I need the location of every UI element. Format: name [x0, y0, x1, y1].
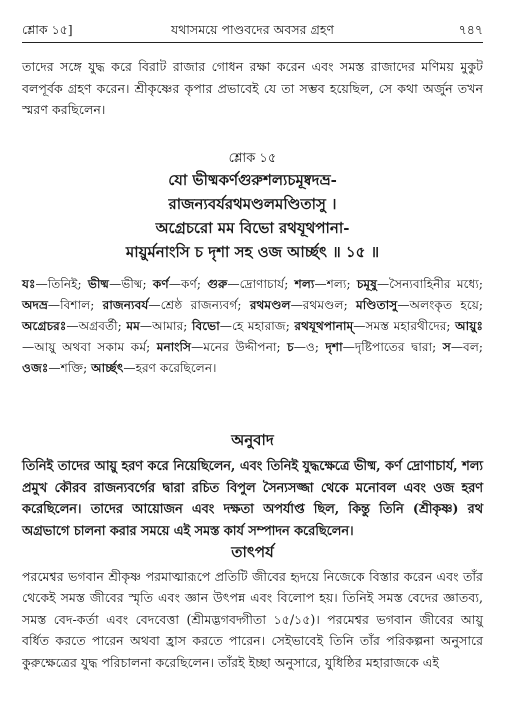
synonyms-paragraph — [22, 274, 483, 379]
synonym-word: মণ্ডিতাসু — [356, 298, 398, 312]
synonym-meaning: —রথমণ্ডল; — [290, 298, 357, 312]
synonym-word: অগ্রেচরঃ — [22, 319, 67, 333]
synonym-meaning: —কর্ণ; — [168, 277, 208, 291]
synonym-meaning: —শ্রেষ্ঠ রাজন্যবর্গ; — [148, 298, 250, 312]
synonym-word: রথযূথপানাম্ — [294, 319, 354, 333]
verse-label: শ্লোক ১৫ — [228, 151, 277, 166]
synonym-word: অদভ্র — [22, 298, 48, 312]
synonym-meaning: —সৈন্যবাহিনীর মধ্যে; — [376, 277, 484, 291]
header-verse-ref: শ্লোক ১৫] — [22, 22, 73, 37]
synonym-word: স — [442, 340, 451, 354]
synonym-meaning: —আমার; — [139, 319, 192, 333]
header-chapter-title: যথাসময়ে পাণ্ডবদের অবসর গ্রহণ — [171, 22, 334, 37]
verse-line: অগ্রেচরো মম বিভো রথযূথপানা- — [155, 219, 350, 237]
intro-paragraph: তাদের সঙ্গে যুদ্ধ করে বিরাট রাজার গোধন রক্ষা করেন এবং সমস্ত রাজাদের মণিময় মুকুট বলপূর্বক গ্রহণ করেন। শ্রীকৃষ্ণের কৃপার প্রভাবেই যে তা সম্ভব হয়েছিল, সে কথা অর্জুন তখন স্মরণ করছিলেন। — [22, 59, 483, 118]
synonym-word: ওজঃ — [22, 361, 49, 375]
synonym-word: চ — [287, 340, 294, 354]
synonym-word: মম — [126, 319, 140, 333]
synonym-word: আর্চ্ছৎ — [91, 361, 124, 375]
synonym-word: কর্ণ — [152, 277, 169, 291]
synonym-meaning: —অগ্রবর্তী; — [66, 319, 127, 333]
synonym-word: ভীষ্ম — [87, 277, 110, 291]
synonym-meaning: —বিশাল; — [47, 298, 103, 312]
synonym-meaning: —দ্রোণাচার্য; — [227, 277, 295, 291]
synonym-word: বিভো — [191, 319, 220, 333]
purport-paragraph: পরমেশ্বর ভগবান শ্রীকৃষ্ণ পরমাত্মারূপে প্রতিটি জীবের হৃদয়ে নিজেকে বিস্তার করেন এবং তাঁর থেকেই সমস্ত জীবের স্মৃতি এবং জ্ঞান উৎপন্ন এবং বিলোপ হয়। তিনিই সমস্ত বেদের জ্ঞাতব্য, সমস্ত বেদ-কর্তা এবং বেদবেত্তা (শ্রীমদ্ভগবদ্গীতা ১৫/১৫)। পরমেশ্বর ভগবান জীবের আয়ু বর্ধিত করতে পারেন অথবা হ্রাস করতে পারেন। সেইভাবেই তিনি তাঁর পরিকল্পনা অনুসারে কুরুক্ষেত্রের যুদ্ধ পরিচালনা করেছিলেন। তাঁরই ইচ্ছা অনুসারে, যুধিষ্ঠির মহারাজকে এই — [22, 569, 483, 670]
verse-block — [22, 168, 483, 264]
synonym-meaning: —আয়ু অথবা সকাম কর্ম; — [22, 340, 157, 354]
synonym-meaning: —শল্য; — [314, 277, 357, 291]
synonym-meaning: —হরণ করেছিলেন। — [123, 361, 217, 375]
synonym-meaning: —ভীষ্ম; — [109, 277, 153, 291]
translation-heading: অনুবাদ — [231, 431, 274, 449]
synonym-meaning: —তিনিই; — [35, 277, 88, 291]
synonym-meaning: —দৃষ্টিপাতের দ্বারা; — [342, 340, 443, 354]
page-header — [22, 20, 483, 40]
synonym-word: দৃশা — [325, 340, 343, 354]
synonym-meaning: —মনের উদ্দীপনা; — [191, 340, 288, 354]
translation-paragraph: তিনিই তাদের আয়ু হরণ করে নিয়েছিলেন, এবং তিনিই যুদ্ধক্ষেত্রে ভীষ্ম, কর্ণ দ্রোণাচার্য, শল্য প্রমুখ কৌরব রাজন্যবর্গের দ্বারা রচিত বিপুল সৈন্যসজ্জা থেকে মনোবল এবং ওজ হরণ করেছিলেন। তাদের আয়োজন এবং দক্ষতা অপর্যাপ্ত ছিল, কিন্তু তিনি (শ্রীকৃষ্ণ) রথ অগ্রভাগে চালনা করার সময়ে এই সমস্ত কার্য সম্পাদন করেছিলেন। — [22, 459, 483, 539]
verse-line: রাজন্যবর্যরথমণ্ডলমণ্ডিতাসু । — [168, 195, 337, 213]
synonym-word: গুরু — [207, 277, 228, 291]
synonym-word: রথমণ্ডল — [249, 298, 291, 312]
synonym-word: মনাংসি — [156, 340, 192, 354]
synonym-word: যঃ — [22, 277, 36, 291]
synonym-word: চমূষু — [356, 277, 377, 291]
synonym-meaning: —ও; — [293, 340, 326, 354]
synonym-meaning: —অলংকৃত হয়ে; — [397, 298, 483, 312]
synonym-meaning: —বল; — [450, 340, 484, 354]
verse-line: যো ভীষ্মকর্ণগুরুশল্যচমূষ্বদভ্র- — [168, 171, 337, 189]
header-rule — [22, 42, 483, 43]
synonym-meaning: —সমস্ত মহারথীদের; — [353, 319, 456, 333]
synonym-word: রাজন্যবর্য — [102, 298, 149, 312]
verse-line: মায়ুর্মনাংসি চ দৃশা সহ ওজ আর্চ্ছৎ ॥ ১৫ ॥ — [125, 243, 380, 261]
page-number: ৭৪৭ — [458, 22, 483, 37]
synonym-meaning: —শক্তি; — [48, 361, 92, 375]
synonym-word: শল্য — [294, 277, 315, 291]
synonym-meaning: —হে মহারাজ; — [219, 319, 295, 333]
synonym-word: আয়ুঃ — [455, 319, 483, 333]
purport-heading: তাৎপর্য — [231, 543, 274, 561]
